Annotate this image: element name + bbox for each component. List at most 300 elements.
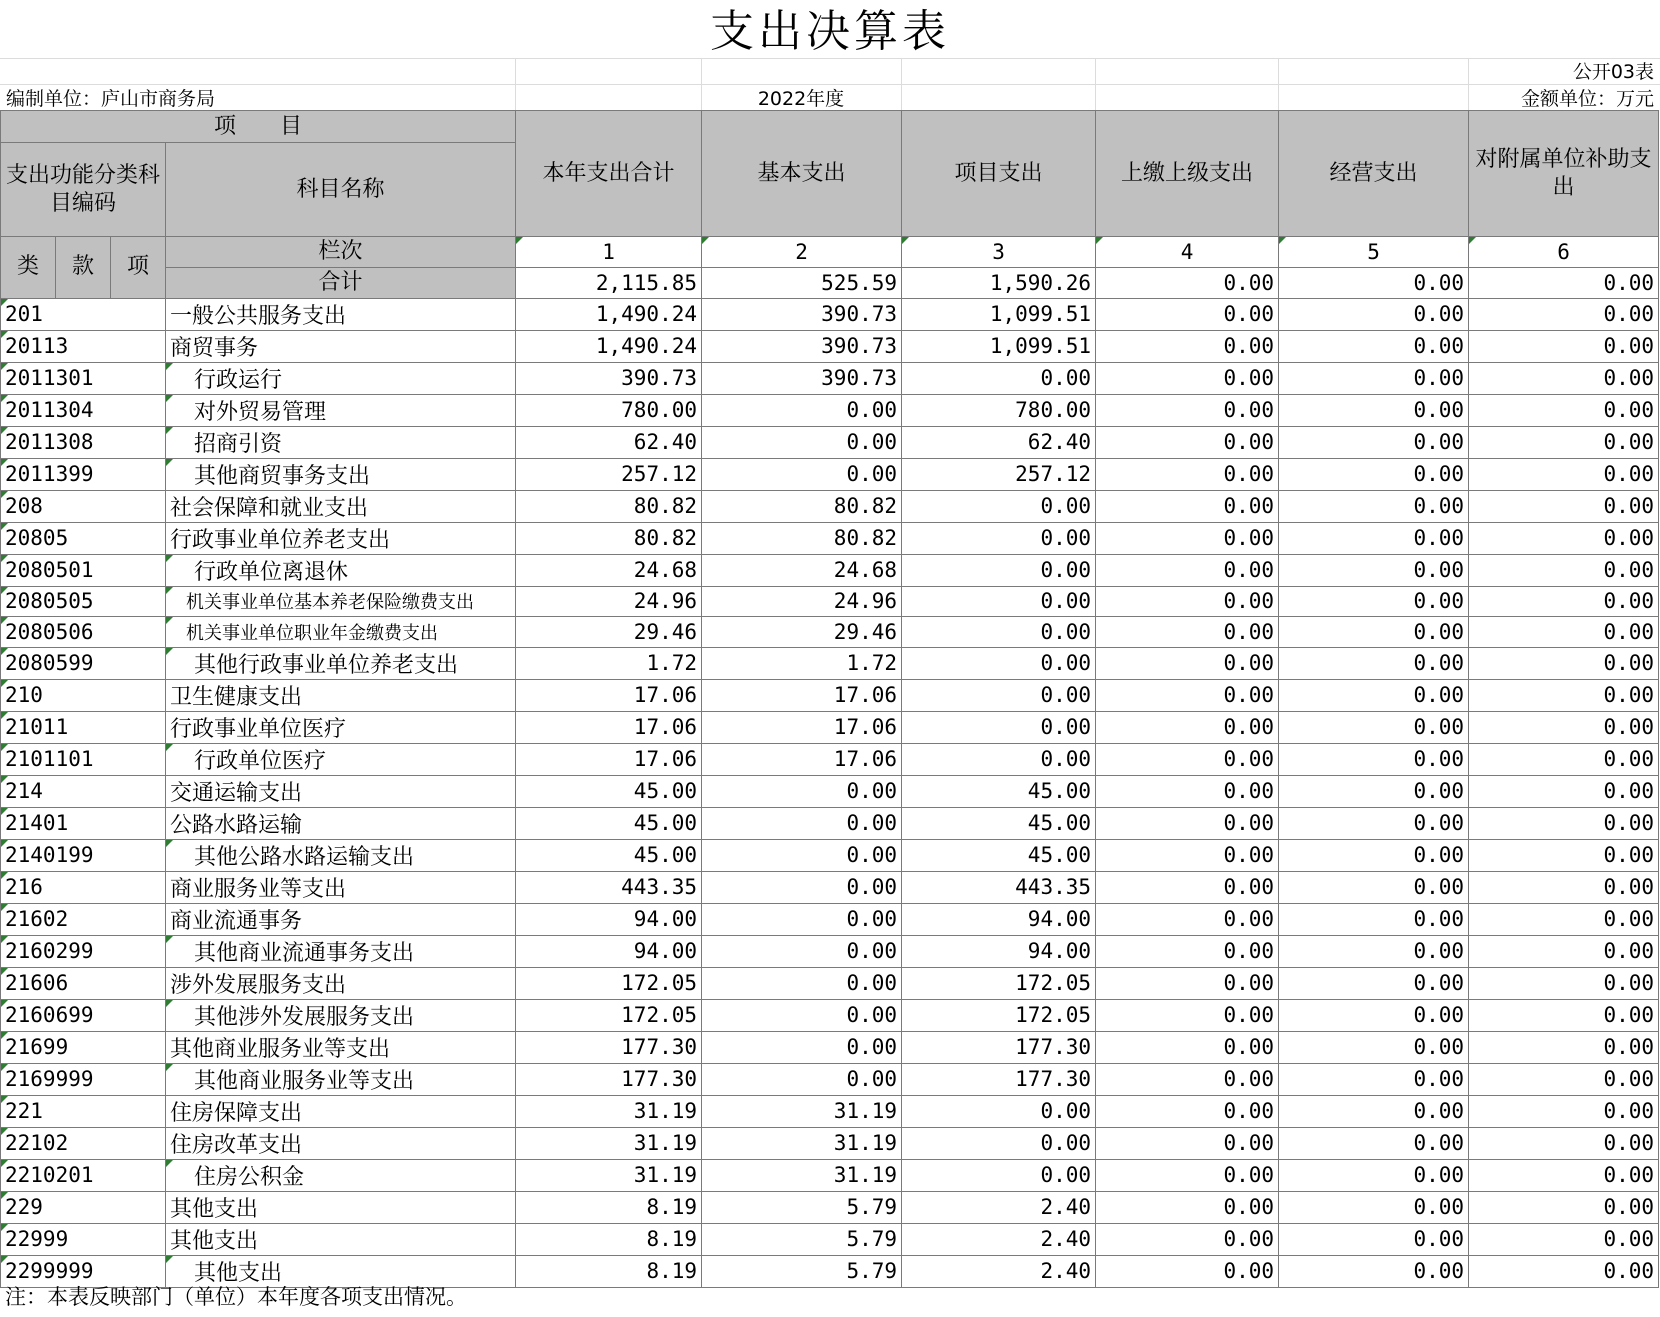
total-cell: 0.00 <box>1096 267 1279 298</box>
amount-cell: 1,490.24 <box>516 330 702 362</box>
amount-cell: 0.00 <box>1469 554 1659 586</box>
table-row <box>1 426 1659 458</box>
subject-code: 221 <box>1 1095 166 1127</box>
subject-code: 2080501 <box>1 554 166 586</box>
table-row <box>1 586 1659 617</box>
amount-cell: 0.00 <box>1279 1159 1469 1191</box>
total-cell: 1,590.26 <box>902 267 1096 298</box>
amount-cell: 0.00 <box>1469 1191 1659 1223</box>
subject-name: 其他支出 <box>166 1191 516 1223</box>
table-row <box>1 999 1659 1031</box>
subject-code: 22102 <box>1 1127 166 1159</box>
amount-cell: 390.73 <box>702 330 902 362</box>
table-row <box>1 554 1659 586</box>
subject-code: 2101101 <box>1 743 166 775</box>
subject-code: 2080599 <box>1 647 166 679</box>
table-row <box>1 617 1659 648</box>
amount-cell: 0.00 <box>1279 1063 1469 1095</box>
amount-cell: 0.00 <box>1279 458 1469 490</box>
amount-cell: 0.00 <box>1279 999 1469 1031</box>
amount-cell: 0.00 <box>1279 362 1469 394</box>
amount-cell: 17.06 <box>516 711 702 743</box>
amount-cell: 0.00 <box>1096 330 1279 362</box>
subject-code: 2080505 <box>1 586 166 617</box>
amount-cell: 80.82 <box>516 490 702 522</box>
amount-cell: 0.00 <box>702 394 902 426</box>
code-col-header: 支出功能分类科目编码 <box>1 143 166 237</box>
amount-cell: 0.00 <box>1469 1063 1659 1095</box>
table-row <box>1 711 1659 743</box>
subject-name: 住房保障支出 <box>166 1095 516 1127</box>
amount-cell: 24.96 <box>516 586 702 617</box>
amount-cell: 29.46 <box>702 617 902 648</box>
amount-cell: 0.00 <box>1096 1031 1279 1063</box>
amount-cell: 0.00 <box>1469 679 1659 711</box>
amount-cell: 177.30 <box>516 1063 702 1095</box>
amount-cell: 780.00 <box>516 394 702 426</box>
subject-name: 其他商贸事务支出 <box>166 458 516 490</box>
amount-cell: 0.00 <box>1096 647 1279 679</box>
amount-cell: 443.35 <box>516 871 702 903</box>
subject-code: 201 <box>1 298 166 330</box>
table-row <box>1 679 1659 711</box>
table-row <box>1 807 1659 839</box>
amount-cell: 0.00 <box>1469 1223 1659 1255</box>
subject-code: 216 <box>1 871 166 903</box>
table-row <box>1 775 1659 807</box>
amount-cell: 2.40 <box>902 1191 1096 1223</box>
amount-cell: 0.00 <box>1279 298 1469 330</box>
amount-cell: 8.19 <box>516 1223 702 1255</box>
table-row <box>1 871 1659 903</box>
col-project-header: 项目支出 <box>902 111 1096 237</box>
amount-cell: 0.00 <box>1469 426 1659 458</box>
amount-cell: 172.05 <box>516 967 702 999</box>
amount-cell: 0.00 <box>1469 586 1659 617</box>
amount-cell: 0.00 <box>1279 586 1469 617</box>
amount-cell: 0.00 <box>1279 426 1469 458</box>
amount-cell: 0.00 <box>1469 522 1659 554</box>
subject-name: 招商引资 <box>166 426 516 458</box>
amount-cell: 31.19 <box>702 1095 902 1127</box>
subject-code: 2140199 <box>1 839 166 871</box>
amount-cell: 0.00 <box>1469 1255 1659 1287</box>
amount-cell: 1.72 <box>702 647 902 679</box>
subject-name: 其他行政事业单位养老支出 <box>166 647 516 679</box>
table-row <box>1 647 1659 679</box>
subject-name: 住房公积金 <box>166 1159 516 1191</box>
amount-cell: 0.00 <box>1469 647 1659 679</box>
lanci-header: 栏次 <box>166 237 516 268</box>
total-cell: 0.00 <box>1469 267 1659 298</box>
subject-code: 21606 <box>1 967 166 999</box>
amount-cell: 0.00 <box>1096 743 1279 775</box>
subject-code: 22999 <box>1 1223 166 1255</box>
total-cell: 2,115.85 <box>516 267 702 298</box>
col-number: 1 <box>516 237 702 268</box>
col-subsidy-header: 对附属单位补助支出 <box>1469 111 1659 237</box>
amount-cell: 0.00 <box>1096 1063 1279 1095</box>
amount-cell: 1.72 <box>516 647 702 679</box>
subject-name: 行政事业单位养老支出 <box>166 522 516 554</box>
amount-cell: 0.00 <box>902 647 1096 679</box>
amount-cell: 0.00 <box>1279 679 1469 711</box>
col-remit-header: 上缴上级支出 <box>1096 111 1279 237</box>
amount-cell: 0.00 <box>1096 617 1279 648</box>
table-row <box>1 458 1659 490</box>
amount-cell: 31.19 <box>516 1095 702 1127</box>
lei-header: 类 <box>1 237 56 299</box>
kuan-header: 款 <box>56 237 111 299</box>
amount-cell: 390.73 <box>702 298 902 330</box>
col-number: 2 <box>702 237 902 268</box>
amount-cell: 0.00 <box>1469 617 1659 648</box>
amount-cell: 0.00 <box>1096 298 1279 330</box>
amount-cell: 0.00 <box>1469 1159 1659 1191</box>
table-row <box>1 935 1659 967</box>
amount-cell: 8.19 <box>516 1191 702 1223</box>
amount-cell: 0.00 <box>1096 807 1279 839</box>
amount-cell: 5.79 <box>702 1255 902 1287</box>
amount-cell: 0.00 <box>1279 1191 1469 1223</box>
xiang-header: 项 <box>111 237 166 299</box>
total-cell: 525.59 <box>702 267 902 298</box>
amount-cell: 0.00 <box>1279 967 1469 999</box>
amount-cell: 0.00 <box>1469 903 1659 935</box>
subject-name: 公路水路运输 <box>166 807 516 839</box>
amount-cell: 0.00 <box>1096 679 1279 711</box>
amount-cell: 0.00 <box>1096 839 1279 871</box>
table-row <box>1 1223 1659 1255</box>
amount-cell: 0.00 <box>1096 1223 1279 1255</box>
amount-cell: 0.00 <box>1279 1127 1469 1159</box>
amount-cell: 0.00 <box>1096 426 1279 458</box>
table-row <box>1 839 1659 871</box>
subject-code: 2011399 <box>1 458 166 490</box>
subject-code: 2160299 <box>1 935 166 967</box>
amount-cell: 5.79 <box>702 1223 902 1255</box>
amount-cell: 17.06 <box>516 743 702 775</box>
amount-cell: 0.00 <box>702 1063 902 1095</box>
subject-name: 行政运行 <box>166 362 516 394</box>
amount-cell: 0.00 <box>1096 554 1279 586</box>
amount-cell: 31.19 <box>702 1127 902 1159</box>
amount-cell: 0.00 <box>1096 903 1279 935</box>
amount-cell: 62.40 <box>902 426 1096 458</box>
subject-code: 2169999 <box>1 1063 166 1095</box>
subject-name: 交通运输支出 <box>166 775 516 807</box>
table-row <box>1 1063 1659 1095</box>
amount-cell: 0.00 <box>702 839 902 871</box>
col-operating-header: 经营支出 <box>1279 111 1469 237</box>
amount-cell: 0.00 <box>902 617 1096 648</box>
amount-cell: 172.05 <box>902 999 1096 1031</box>
amount-cell: 780.00 <box>902 394 1096 426</box>
subject-code: 21699 <box>1 1031 166 1063</box>
amount-cell: 0.00 <box>1096 522 1279 554</box>
amount-cell: 0.00 <box>1096 711 1279 743</box>
amount-cell: 0.00 <box>702 1031 902 1063</box>
amount-cell: 0.00 <box>1279 394 1469 426</box>
subject-code: 20113 <box>1 330 166 362</box>
amount-cell: 172.05 <box>902 967 1096 999</box>
amount-cell: 45.00 <box>516 807 702 839</box>
amount-cell: 0.00 <box>1096 775 1279 807</box>
table-row <box>1 1127 1659 1159</box>
amount-cell: 0.00 <box>702 426 902 458</box>
amount-cell: 0.00 <box>1096 935 1279 967</box>
subject-code: 20805 <box>1 522 166 554</box>
amount-cell: 0.00 <box>1469 298 1659 330</box>
subject-code: 2080506 <box>1 617 166 648</box>
amount-cell: 94.00 <box>516 935 702 967</box>
amount-cell: 0.00 <box>1279 871 1469 903</box>
amount-cell: 177.30 <box>902 1031 1096 1063</box>
table-row <box>1 330 1659 362</box>
amount-cell: 0.00 <box>1279 839 1469 871</box>
col-number: 5 <box>1279 237 1469 268</box>
col-number: 3 <box>902 237 1096 268</box>
amount-cell: 2.40 <box>902 1255 1096 1287</box>
amount-cell: 0.00 <box>1279 935 1469 967</box>
amount-cell: 257.12 <box>902 458 1096 490</box>
subject-code: 208 <box>1 490 166 522</box>
amount-cell: 0.00 <box>1279 522 1469 554</box>
amount-cell: 0.00 <box>702 775 902 807</box>
amount-cell: 0.00 <box>1279 903 1469 935</box>
table-row <box>1 362 1659 394</box>
subject-code: 2299999 <box>1 1255 166 1287</box>
amount-cell: 45.00 <box>902 775 1096 807</box>
table-row <box>1 1191 1659 1223</box>
subject-name: 卫生健康支出 <box>166 679 516 711</box>
amount-cell: 94.00 <box>902 903 1096 935</box>
amount-cell: 0.00 <box>1096 458 1279 490</box>
amount-cell: 0.00 <box>1279 1223 1469 1255</box>
amount-cell: 0.00 <box>1279 807 1469 839</box>
amount-cell: 0.00 <box>1096 394 1279 426</box>
amount-cell: 0.00 <box>1279 743 1469 775</box>
subject-name: 涉外发展服务支出 <box>166 967 516 999</box>
amount-cell: 390.73 <box>702 362 902 394</box>
amount-cell: 94.00 <box>516 903 702 935</box>
amount-cell: 0.00 <box>902 362 1096 394</box>
amount-cell: 0.00 <box>902 522 1096 554</box>
amount-cell: 29.46 <box>516 617 702 648</box>
table-row <box>1 743 1659 775</box>
subject-code: 2011308 <box>1 426 166 458</box>
amount-cell: 8.19 <box>516 1255 702 1287</box>
amount-cell: 1,099.51 <box>902 298 1096 330</box>
amount-cell: 0.00 <box>1279 775 1469 807</box>
amount-cell: 0.00 <box>702 935 902 967</box>
amount-cell: 1,490.24 <box>516 298 702 330</box>
amount-cell: 0.00 <box>702 458 902 490</box>
amount-cell: 31.19 <box>516 1159 702 1191</box>
amount-cell: 177.30 <box>516 1031 702 1063</box>
amount-cell: 45.00 <box>516 839 702 871</box>
subject-name: 其他支出 <box>166 1255 516 1287</box>
amount-cell: 1,099.51 <box>902 330 1096 362</box>
table-row <box>1 1159 1659 1191</box>
table-header <box>1 111 1659 299</box>
amount-cell: 0.00 <box>1469 1095 1659 1127</box>
name-col-header: 科目名称 <box>166 143 516 237</box>
table-row <box>1 1095 1659 1127</box>
amount-cell: 0.00 <box>1469 490 1659 522</box>
amount-cell: 0.00 <box>1469 362 1659 394</box>
amount-cell: 390.73 <box>516 362 702 394</box>
amount-cell: 62.40 <box>516 426 702 458</box>
amount-cell: 0.00 <box>1096 1095 1279 1127</box>
subject-code: 210 <box>1 679 166 711</box>
amount-cell: 0.00 <box>1279 1095 1469 1127</box>
subject-name: 其他公路水路运输支出 <box>166 839 516 871</box>
amount-cell: 0.00 <box>1279 1031 1469 1063</box>
amount-cell: 0.00 <box>1096 967 1279 999</box>
amount-cell: 0.00 <box>1096 1191 1279 1223</box>
subject-name: 其他支出 <box>166 1223 516 1255</box>
amount-cell: 17.06 <box>702 743 902 775</box>
amount-cell: 80.82 <box>702 522 902 554</box>
amount-cell: 0.00 <box>902 1095 1096 1127</box>
subject-name: 其他商业流通事务支出 <box>166 935 516 967</box>
amount-cell: 0.00 <box>1469 871 1659 903</box>
table-row <box>1 967 1659 999</box>
subject-name: 住房改革支出 <box>166 1127 516 1159</box>
subject-name: 一般公共服务支出 <box>166 298 516 330</box>
subject-name: 商业服务业等支出 <box>166 871 516 903</box>
subject-name: 社会保障和就业支出 <box>166 490 516 522</box>
total-cell: 0.00 <box>1279 267 1469 298</box>
amount-cell: 45.00 <box>902 839 1096 871</box>
amount-cell: 0.00 <box>1279 330 1469 362</box>
table-row <box>1 490 1659 522</box>
col-total-header: 本年支出合计 <box>516 111 702 237</box>
amount-cell: 177.30 <box>902 1063 1096 1095</box>
amount-cell: 0.00 <box>1469 711 1659 743</box>
amount-unit: 金额单位：万元 <box>1520 88 1654 110</box>
table-number: 公开03表 <box>1572 61 1654 83</box>
subject-code: 2160699 <box>1 999 166 1031</box>
amount-cell: 0.00 <box>902 1127 1096 1159</box>
amount-cell: 0.00 <box>902 1159 1096 1191</box>
subject-name: 商业流通事务 <box>166 903 516 935</box>
amount-cell: 0.00 <box>702 967 902 999</box>
amount-cell: 0.00 <box>1096 999 1279 1031</box>
amount-cell: 17.06 <box>516 679 702 711</box>
subject-name: 行政事业单位医疗 <box>166 711 516 743</box>
amount-cell: 443.35 <box>902 871 1096 903</box>
amount-cell: 0.00 <box>1469 458 1659 490</box>
amount-cell: 0.00 <box>1279 1255 1469 1287</box>
amount-cell: 0.00 <box>702 999 902 1031</box>
footnote: 注：本表反映部门（单位）本年度各项支出情况。 <box>5 1285 467 1309</box>
amount-cell: 0.00 <box>1096 490 1279 522</box>
amount-cell: 0.00 <box>1469 839 1659 871</box>
amount-cell: 0.00 <box>702 871 902 903</box>
table-row <box>1 522 1659 554</box>
total-label: 合计 <box>166 267 516 298</box>
amount-cell: 0.00 <box>902 679 1096 711</box>
amount-cell: 2.40 <box>902 1223 1096 1255</box>
amount-cell: 0.00 <box>1279 554 1469 586</box>
amount-cell: 0.00 <box>1469 999 1659 1031</box>
page-title: 支出决算表 <box>710 6 950 57</box>
subject-name: 行政单位离退休 <box>166 554 516 586</box>
amount-cell: 0.00 <box>1469 807 1659 839</box>
amount-cell: 0.00 <box>1469 1127 1659 1159</box>
col-number: 4 <box>1096 237 1279 268</box>
amount-cell: 24.68 <box>516 554 702 586</box>
amount-cell: 45.00 <box>516 775 702 807</box>
subject-name: 其他商业服务业等支出 <box>166 1031 516 1063</box>
amount-cell: 0.00 <box>1279 617 1469 648</box>
amount-cell: 0.00 <box>902 586 1096 617</box>
amount-cell: 172.05 <box>516 999 702 1031</box>
amount-cell: 0.00 <box>1469 775 1659 807</box>
amount-cell: 17.06 <box>702 679 902 711</box>
amount-cell: 0.00 <box>1469 743 1659 775</box>
amount-cell: 17.06 <box>702 711 902 743</box>
amount-cell: 0.00 <box>1469 394 1659 426</box>
amount-cell: 0.00 <box>1279 711 1469 743</box>
amount-cell: 31.19 <box>702 1159 902 1191</box>
col-basic-header: 基本支出 <box>702 111 902 237</box>
table-row <box>1 298 1659 330</box>
expenditure-table <box>0 110 1659 1288</box>
item-header: 项 目 <box>1 111 516 143</box>
amount-cell: 24.96 <box>702 586 902 617</box>
amount-cell: 5.79 <box>702 1191 902 1223</box>
fiscal-year: 2022年度 <box>757 88 845 110</box>
table-row <box>1 1031 1659 1063</box>
table-row <box>1 903 1659 935</box>
subject-code: 2011301 <box>1 362 166 394</box>
subject-name: 其他商业服务业等支出 <box>166 1063 516 1095</box>
amount-cell: 0.00 <box>1096 362 1279 394</box>
subject-code: 229 <box>1 1191 166 1223</box>
subject-code: 214 <box>1 775 166 807</box>
subject-name: 机关事业单位职业年金缴费支出 <box>166 617 516 648</box>
subject-name: 商贸事务 <box>166 330 516 362</box>
col-number: 6 <box>1469 237 1659 268</box>
reporting-unit: 编制单位：庐山市商务局 <box>6 88 216 110</box>
amount-cell: 0.00 <box>1469 935 1659 967</box>
table-row <box>1 394 1659 426</box>
amount-cell: 0.00 <box>902 554 1096 586</box>
amount-cell: 0.00 <box>1469 330 1659 362</box>
subject-name: 机关事业单位基本养老保险缴费支出 <box>166 586 516 617</box>
amount-cell: 0.00 <box>1279 647 1469 679</box>
subject-code: 2210201 <box>1 1159 166 1191</box>
amount-cell: 94.00 <box>902 935 1096 967</box>
amount-cell: 0.00 <box>702 807 902 839</box>
amount-cell: 257.12 <box>516 458 702 490</box>
amount-cell: 31.19 <box>516 1127 702 1159</box>
amount-cell: 0.00 <box>1096 1159 1279 1191</box>
amount-cell: 0.00 <box>1469 967 1659 999</box>
subject-code: 21401 <box>1 807 166 839</box>
amount-cell: 0.00 <box>902 490 1096 522</box>
subject-code: 2011304 <box>1 394 166 426</box>
amount-cell: 0.00 <box>1096 586 1279 617</box>
amount-cell: 0.00 <box>1096 1255 1279 1287</box>
amount-cell: 80.82 <box>702 490 902 522</box>
amount-cell: 0.00 <box>902 711 1096 743</box>
amount-cell: 0.00 <box>1096 871 1279 903</box>
subject-name: 对外贸易管理 <box>166 394 516 426</box>
